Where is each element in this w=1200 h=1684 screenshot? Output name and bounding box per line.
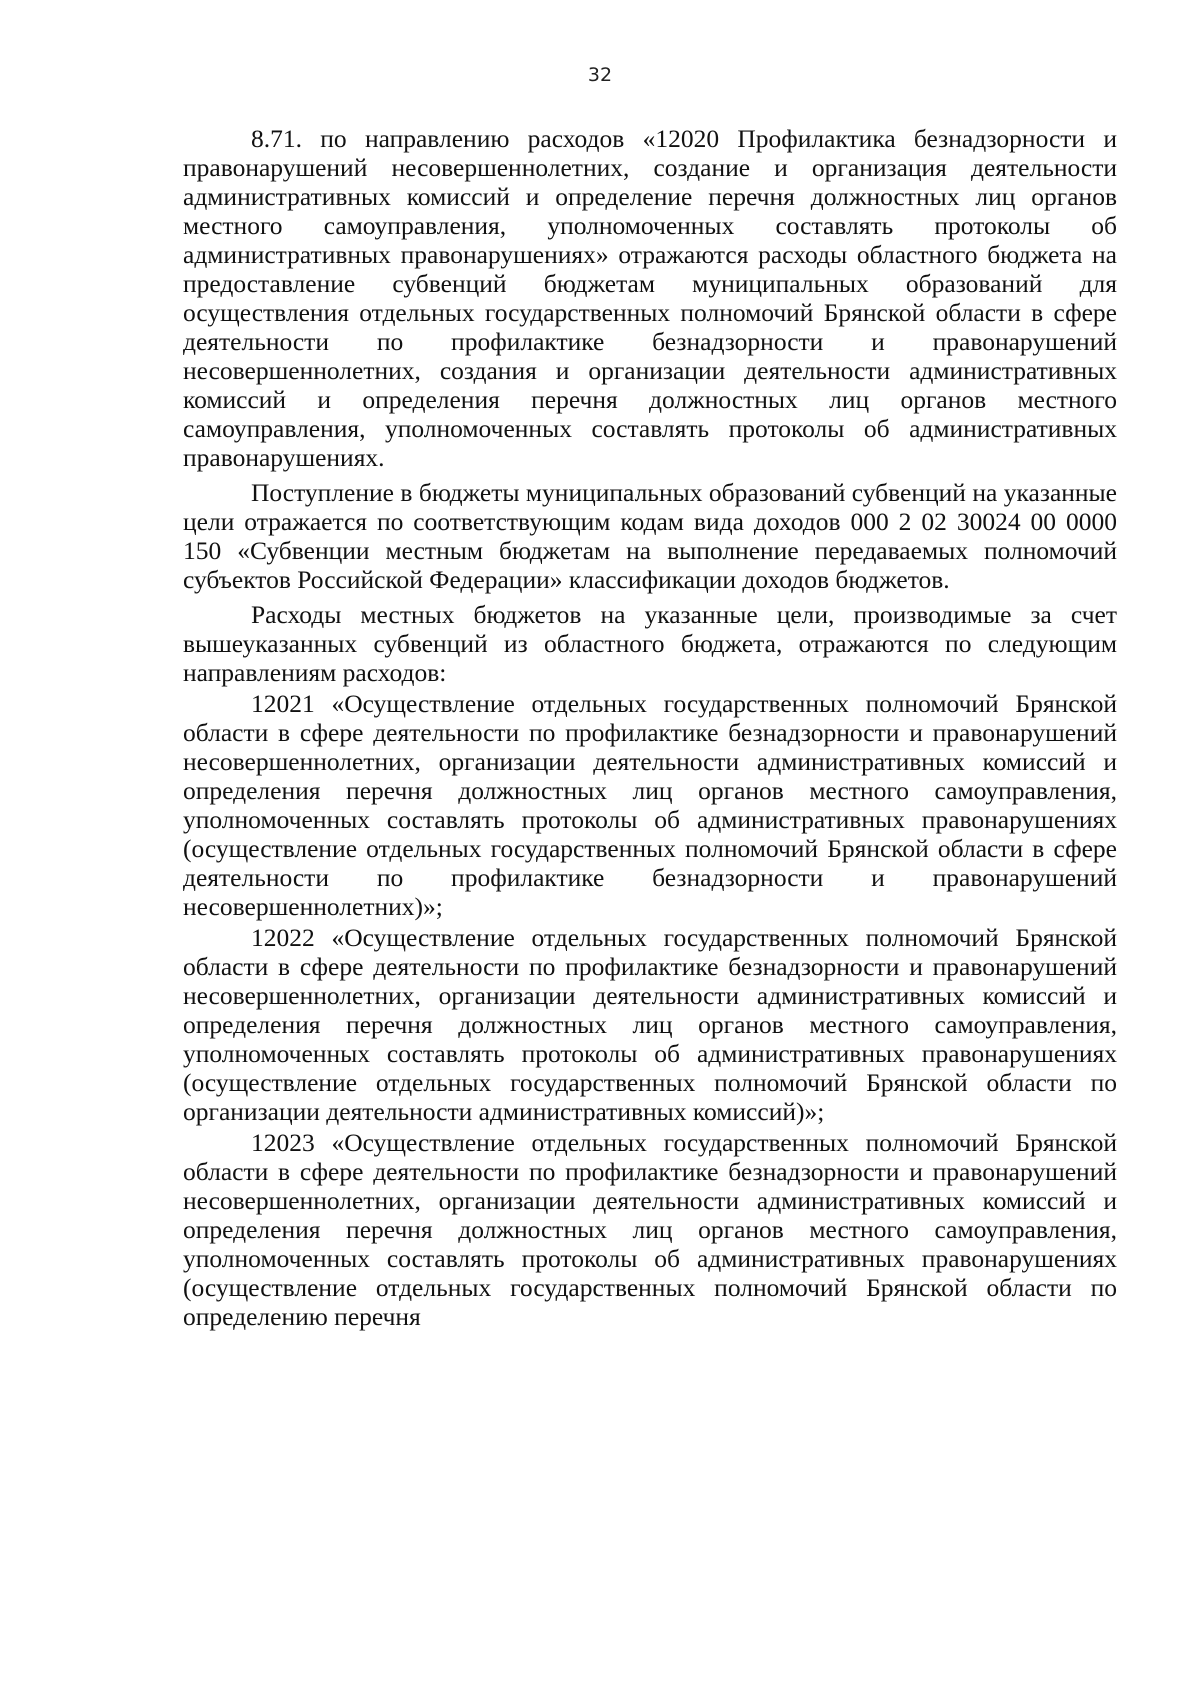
paragraph-12023: 12023 «Осуществление отдельных государственных полномочий Брянской области в сфере деятельности по профилактике безнадзорности и правонарушений несовершеннолетних, организации деятельности административных комиссий и определения перечня должностных лиц органов местного самоуправления, уполномоченных составлять протоколы об административных правонарушениях (осуществление отдельных государственных полномочий Брянской области по определению перечня xyxy=(183,1128,1117,1331)
paragraph-12021: 12021 «Осуществление отдельных государственных полномочий Брянской области в сфере деятельности по профилактике безнадзорности и правонарушений несовершеннолетних, организации деятельности административных комиссий и определения перечня должностных лиц органов местного самоуправления, уполномоченных составлять протоколы об административных правонарушениях (осуществление отдельных государственных полномочий Брянской области в сфере деятельности по профилактике безнадзорности и правонарушений несовершеннолетних)»; xyxy=(183,689,1117,921)
paragraph-local-expenses: Расходы местных бюджетов на указанные цели, производимые за счет вышеуказанных субвенций из областного бюджета, отражаются по следующим направлениям расходов: xyxy=(183,600,1117,687)
paragraph-revenue: Поступление в бюджеты муниципальных образований субвенций на указанные цели отражается по соответствующим кодам вида доходов 000 2 02 30024 00 0000 150 «Субвенции местным бюджетам на выполнение передаваемых полномочий субъектов Российской Федерации» классификации доходов бюджетов. xyxy=(183,478,1117,594)
document-body xyxy=(183,124,1117,1333)
paragraph-12022: 12022 «Осуществление отдельных государственных полномочий Брянской области в сфере деятельности по профилактике безнадзорности и правонарушений несовершеннолетних, организации деятельности административных комиссий и определения перечня должностных лиц органов местного самоуправления, уполномоченных составлять протоколы об административных правонарушениях (осуществление отдельных государственных полномочий Брянской области по организации деятельности административных комиссий)»; xyxy=(183,923,1117,1126)
page-number: 32 xyxy=(587,64,613,86)
paragraph-8-71: 8.71. по направлению расходов «12020 Профилактика безнадзорности и правонарушений несовершеннолетних, создание и организация деятельности административных комиссий и определение перечня должностных лиц органов местного самоуправления, уполномоченных составлять протоколы об административных правонарушениях» отражаются расходы областного бюджета на предоставление субвенций бюджетам муниципальных образований для осуществления отдельных государственных полномочий Брянской области в сфере деятельности по профилактике безнадзорности и правонарушений несовершеннолетних, создания и организации деятельности административных комиссий и определения перечня должностных лиц органов местного самоуправления, уполномоченных составлять протоколы об административных правонарушениях. xyxy=(183,124,1117,472)
